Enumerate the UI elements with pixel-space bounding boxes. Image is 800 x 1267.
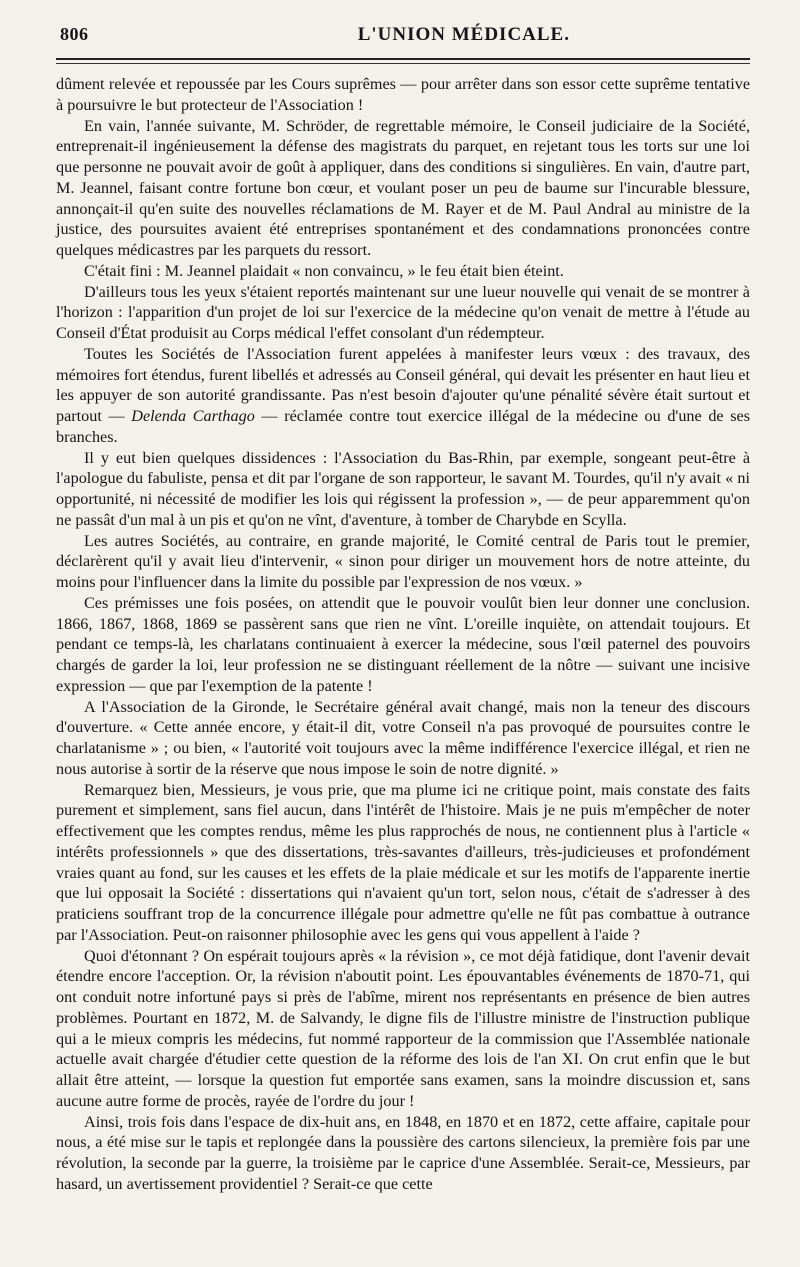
paragraph: Quoi d'étonnant ? On espérait toujours après « la révision », ce mot déjà fatidique, dont l'avenir devait étendre encore l'acception. Or, la révision n'aboutit point. Les épouvantables événements de 1870-71, qui ont conduit notre infortuné pays si près de l'abîme, mirent nos représentants en présence de bien autres problèmes. Pourtant en 1872, M. de Salvandy, le digne fils de l'illustre ministre de l'instruction publique qui a le mieux compris les médecins, fut nommé rapporteur de la commission que l'Assemblée nationale actuelle avait chargée d'étudier cette question de la réforme des lois de l'an XI. On crut enfin que le but allait être atteint, — lorsque la question fut emportée sans examen, sans la moindre discussion et, sans aucune autre forme de procès, rayée de l'ordre du jour ! [56,946,750,1110]
page-number: 806 [60,24,89,44]
paragraph: Ainsi, trois fois dans l'espace de dix-huit ans, en 1848, en 1870 et en 1872, cette affaire, capitale pour nous, a été mise sur le tapis et replongée dans la poussière des cartons silencieux, la première fois par une révolution, la seconde par la guerre, la troisième par le caprice d'une Assemblée. Serait-ce, Messieurs, par hasard, un avertissement providentiel ? Serait-ce que cette [56,1112,750,1193]
paragraph: D'ailleurs tous les yeux s'étaient reportés maintenant sur une lueur nouvelle qui venait de se montrer à l'horizon : l'apparition d'un projet de loi sur l'exercice de la médecine qu'on venait de mettre à l'étude au Conseil d'État produisit au Corps médical l'effet consolant d'un rédempteur. [56,282,750,342]
latin-phrase: Delenda Carthago [131,407,255,425]
paragraph: Ces prémisses une fois posées, on attendit que le pouvoir voulût bien leur donner une conclusion. 1866, 1867, 1868, 1869 se passèrent sans que rien ne vînt. L'oreille inquiète, on attendait toujours. Et pendant ce temps-là, les charlatans continuaient à exercer la médecine, sous l'œil paternel des pouvoirs chargés de garder la loi, leur profession ne se distinguant réellement de la nôtre — suivant une incisive expression — que par l'exemption de la patente ! [56,593,750,695]
running-title: L'UNION MÉDICALE. [357,24,570,45]
paragraph: Remarquez bien, Messieurs, je vous prie, que ma plume ici ne critique point, mais constate des faits purement et simplement, sans fiel aucun, dans l'intérêt de l'histoire. Mais je ne puis m'empêcher de noter effectivement que les comptes rendus, même les plus rapprochés de nous, ne contiennent plus à l'article « intérêts professionnels » que des dissertations, très-savantes d'ailleurs, très-judicieuses et profondément vraies quant au fond, sur les causes et les effets de la plaie médicale et sur les motifs de l'apparente inertie que lui opposait la Société : dissertations qui n'avaient qu'un tort, selon nous, c'était de s'adresser à des praticiens souffrant trop de la concurrence illégale pour admettre qu'elle ne fût pas combattue à outrance par l'Association. Peut-on raisonner philosophie avec les gens qui vous appellent à l'aide ? [56,780,750,944]
paragraph: Les autres Sociétés, au contraire, en grande majorité, le Comité central de Paris tout le premier, déclarèrent qu'il y avait lieu d'intervenir, « sinon pour diriger un mouvement hors de notre atteinte, du moins pour l'influencer dans la limite du possible par l'expression de nos vœux. » [56,531,750,591]
paragraph: Il y eut bien quelques dissidences : l'Association du Bas-Rhin, par exemple, songeant peut-être à l'apologue du fabuliste, pensa et dit par l'organe de son rapporteur, le savant M. Tourdes, qu'il n'y avait « ni opportunité, ni nécessité de modifier les lois qui régissent la profession », — de peur apparemment qu'on ne passât d'un mal à un pis et qu'on ne vînt, d'aventure, à tomber de Charybde en Scylla. [56,448,750,529]
running-header [56,24,750,60]
paragraph [56,344,750,448]
paragraph: En vain, l'année suivante, M. Schröder, de regrettable mémoire, le Conseil judiciaire de la Société, entreprenait-il ingénieusement la défense des magistrats du parquet, en rejetant tous les torts sur une loi que personne ne pouvait avoir de goût à appliquer, dans des conditions si singulières. En vain, d'autre part, M. Jeannel, faisant contre fortune bon cœur, et voulant poser un peu de baume sur l'incurable blessure, annonçait-il qu'en suite des nouvelles réclamations de M. Rayer et de M. Paul Andral au ministre de la justice, des poursuites avaient été entreprises spontanément et des condamnations prononcées contre quelques médicastres par les parquets du ressort. [56,116,750,259]
paragraph-text: Toutes les Sociétés de l'Association furent appelées à manifester leurs vœux : des travaux, des mémoires fort étendus, furent libellés et adressés au Conseil général, qui devait les présenter en haut lieu et les appuyer de son autorité grandissante. Pas n'est besoin d'ajouter qu'une pénalité sévère était surtout et partout — [56,344,750,425]
paragraph: C'était fini : M. Jeannel plaidait « non convaincu, » le feu était bien éteint. [84,261,564,280]
body-text [56,74,750,1195]
paragraph: dûment relevée et repoussée par les Cours suprêmes — pour arrêter dans son essor cette suprême tentative à poursuivre le but protecteur de l'Association ! [56,75,750,114]
paragraph: A l'Association de la Gironde, le Secrétaire général avait changé, mais non la teneur des discours d'ouverture. « Cette année encore, y était-il dit, votre Conseil n'a pas provoqué de poursuites contre le charlatanisme » ; ou bien, « l'autorité voit toujours avec la même indifférence l'exercice illégal, et rien ne nous autorise à sortir de la réserve que nous impose le soin de notre dignité. » [56,697,750,778]
book-page [56,24,750,1195]
paragraph-text: — réclamée contre tout exercice illégal de la médecine ou d'une de ses branches. [56,407,751,446]
